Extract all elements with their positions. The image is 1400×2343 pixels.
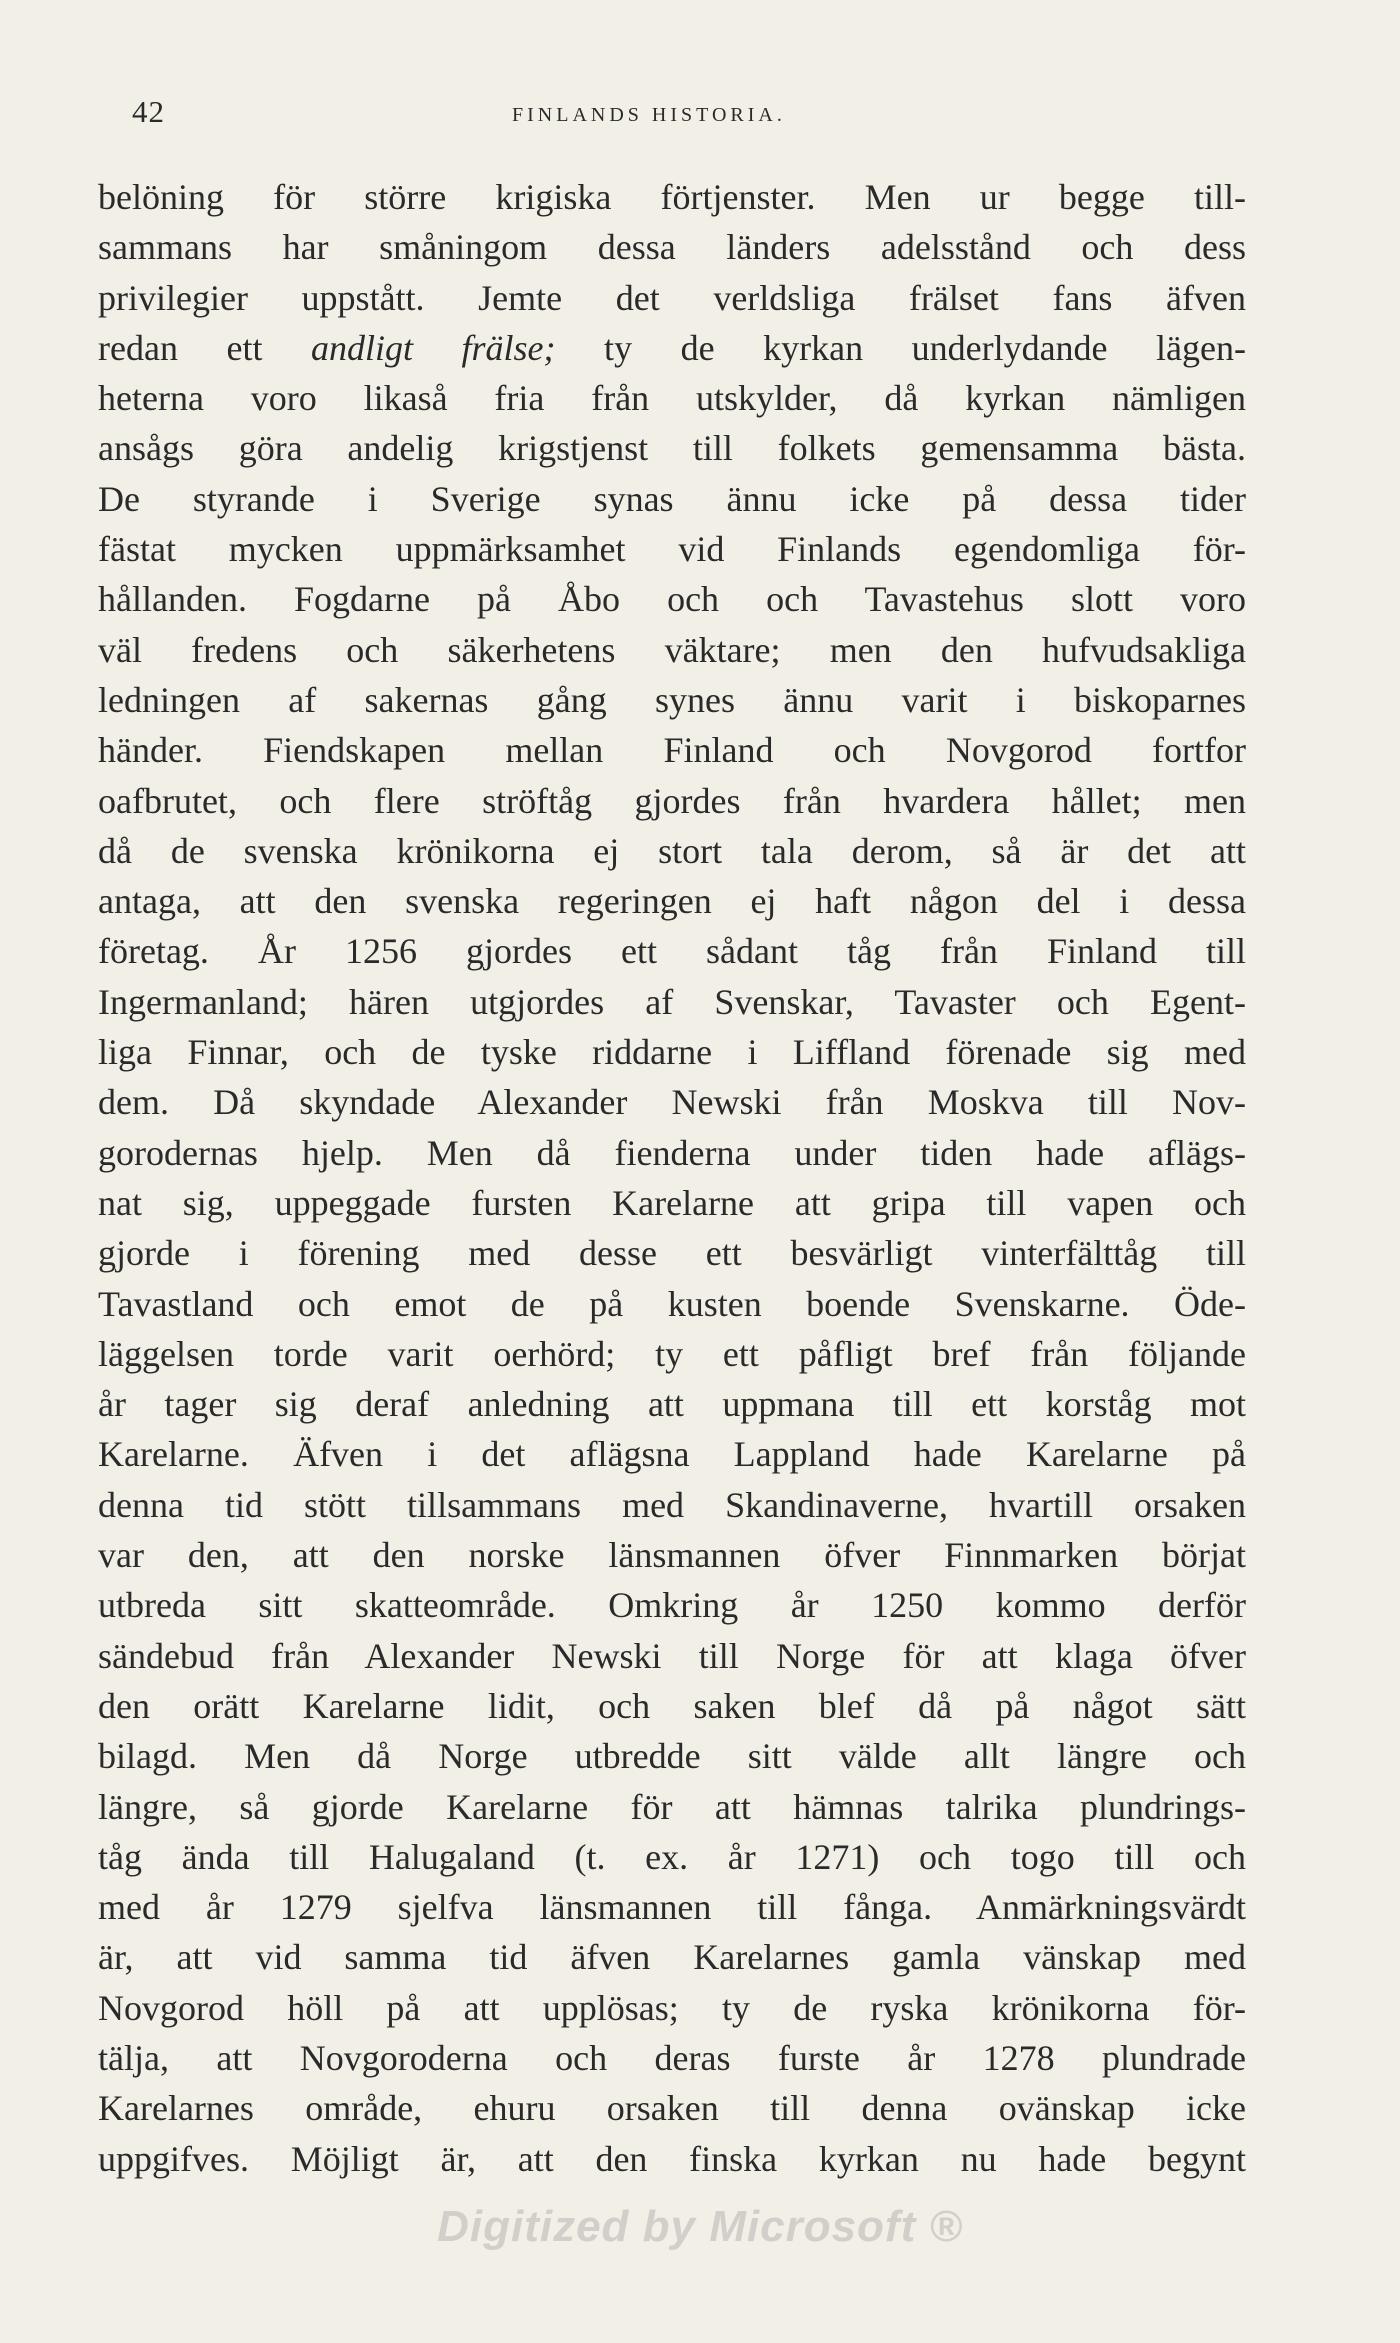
running-title: FINLANDS HISTORIA. xyxy=(512,104,786,126)
text-line: läggelsen torde varit oerhörd; ty ett påfligt bref från följande xyxy=(98,1333,1246,1374)
text-line: sändebud från Alexander Newski till Norge för att klaga öfver xyxy=(98,1635,1246,1676)
text-line: Karelarne. Äfven i det aflägsna Lappland hade Karelarne på xyxy=(98,1434,1246,1475)
text-line: var den, att den norske länsmannen öfver Finnmarken börjat xyxy=(98,1535,1246,1576)
text-line: uppgifves. Möjligt är, att den finska kyrkan nu hade begynt xyxy=(98,2138,1246,2179)
text-line: belöning för större krigiska förtjenster. Men ur begge till- xyxy=(98,177,1246,217)
text-line: oafbrutet, och flere ströftåg gjordes från hvardera hållet; men xyxy=(98,780,1246,821)
text-line: Ingermanland; hären utgjordes af Svenskar, Tavaster och Egent- xyxy=(98,981,1246,1022)
text-line: bilagd. Men då Norge utbredde sitt välde allt längre och xyxy=(98,1736,1246,1777)
text-line: Novgorod höll på att upplösas; ty de ryska krönikorna för- xyxy=(98,1987,1246,2028)
text-line: ledningen af sakernas gång synes ännu varit i biskoparnes xyxy=(98,679,1246,720)
page-number: 42 xyxy=(132,94,165,129)
text-line: antaga, att den svenska regeringen ej haft någon del i dessa xyxy=(98,881,1246,922)
text-line: liga Finnar, och de tyske riddarne i Liffland förenade sig med xyxy=(98,1032,1246,1073)
text-line: denna tid stött tillsammans med Skandinaverne, hvartill orsaken xyxy=(98,1484,1246,1525)
text-line: nat sig, uppeggade fursten Karelarne att gripa till vapen och xyxy=(98,1182,1246,1223)
text-line: heterna voro likaså fria från utskylder, då kyrkan nämligen xyxy=(98,378,1246,419)
text-line: De styrande i Sverige synas ännu icke på dessa tider xyxy=(98,478,1246,519)
text-line: ansågs göra andelig krigstjenst till folkets gemensamma bästa. xyxy=(98,428,1246,469)
text-line: dem. Då skyndade Alexander Newski från Moskva till Nov- xyxy=(98,1082,1246,1123)
text-line: år tager sig deraf anledning att uppmana till ett korståg mot xyxy=(98,1384,1246,1425)
watermark: Digitized by Microsoft ® xyxy=(437,2202,963,2251)
page-header xyxy=(132,94,1242,134)
text-line: sammans har småningom dessa länders adelsstånd och dess xyxy=(98,227,1246,268)
text-line: väl fredens och säkerhetens väktare; men den hufvudsakliga xyxy=(98,629,1246,670)
emphasis: andligt frälse; xyxy=(311,327,556,368)
text-line: tåg ända till Halugaland (t. ex. år 1271) och togo till och xyxy=(98,1836,1246,1877)
text-line: Karelarnes område, ehuru orsaken till denna ovänskap icke xyxy=(98,2088,1246,2129)
text-line: gjorde i förening med desse ett besvärligt vinterfälttåg till xyxy=(98,1233,1246,1274)
text-line: privilegier uppstått. Jemte det verldsliga frälset fans äfven xyxy=(98,277,1246,318)
text-line: Tavastland och emot de på kusten boende Svenskarne. Öde- xyxy=(98,1283,1246,1324)
text-line: är, att vid samma tid äfven Karelarnes gamla vänskap med xyxy=(98,1937,1246,1978)
text-line: med år 1279 sjelfva länsmannen till fånga. Anmärkningsvärdt xyxy=(98,1887,1246,1928)
text-line: utbreda sitt skatteområde. Omkring år 1250 kommo derför xyxy=(98,1585,1246,1626)
text-line: gorodernas hjelp. Men då fienderna under tiden hade aflägs- xyxy=(98,1132,1246,1173)
body-text xyxy=(98,172,1246,2184)
text-line: då de svenska krönikorna ej stort tala derom, så är det att xyxy=(98,830,1246,871)
text-line: hållanden. Fogdarne på Åbo och och Tavastehus slott voro xyxy=(98,579,1246,620)
text-line: fästat mycken uppmärksamhet vid Finlands egendomliga för- xyxy=(98,529,1246,570)
text-line: händer. Fiendskapen mellan Finland och Novgorod fortfor xyxy=(98,730,1246,771)
text-line: längre, så gjorde Karelarne för att hämnas talrika plundrings- xyxy=(98,1786,1246,1827)
text-line: den orätt Karelarne lidit, och saken blef då på något sätt xyxy=(98,1685,1246,1726)
text-line: tälja, att Novgoroderna och deras furste år 1278 plundrade xyxy=(98,2037,1246,2078)
text-line: företag. År 1256 gjordes ett sådant tåg från Finland till xyxy=(98,931,1246,972)
text-line: redan ett andligt frälse; ty de kyrkan underlydande lägen- xyxy=(98,327,1246,368)
